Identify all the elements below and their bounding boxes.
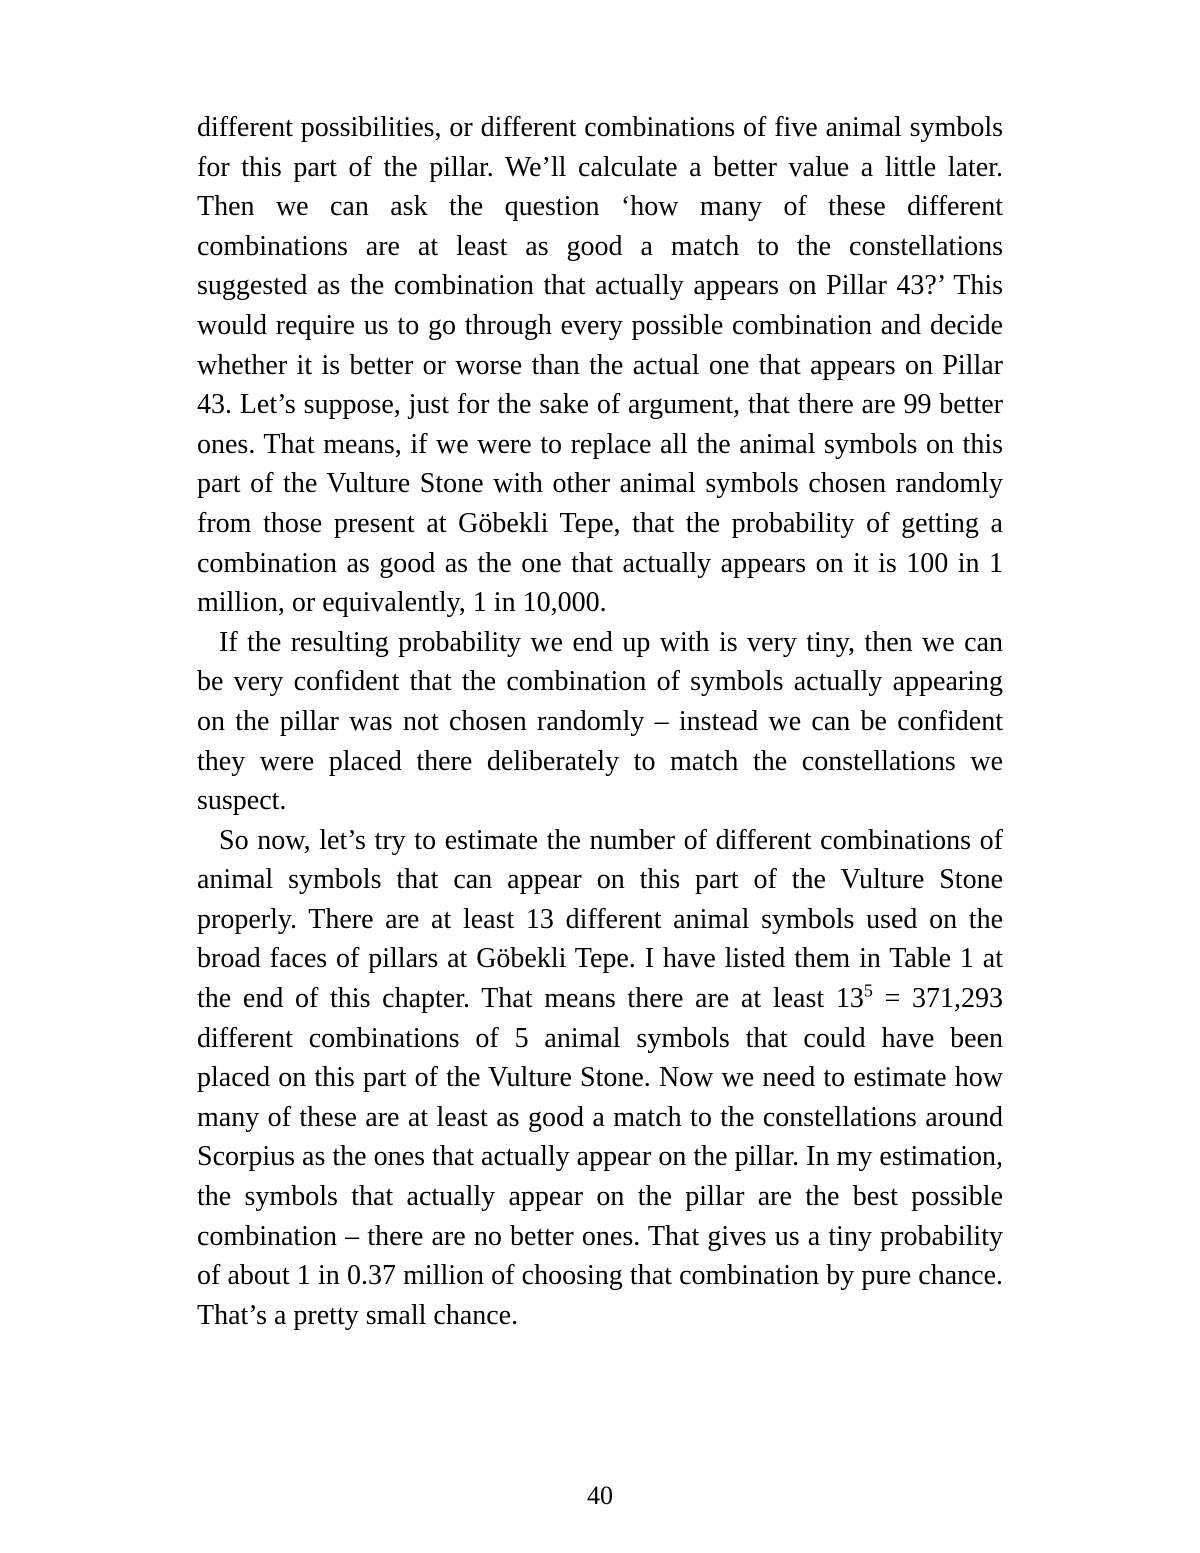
- paragraph-estimate-text-after: = 371,293 different combinations of 5 animal symbols that could have been placed on this part of the Vulture Stone. Now we need to estimate how many of these are at least as good a match to the constellations around Scorpius as the ones that actually appear on the pillar. In my estimation, the symbols that actually appear on the pillar are the best possible combination – there are no better ones. That gives us a tiny probability of about 1 in 0.37 million of choosing that combination by pure chance. That’s a pretty small chance.: [197, 983, 1003, 1331]
- paragraph-estimate-text-before: So now, let’s try to estimate the number of different combinations of animal symbols that can appear on this part of the Vulture Stone properly. There are at least 13 different animal symbols used on the broad faces of pillars at Göbekli Tepe. I have listed them in Table 1 at the end of this chapter. That means there are at least 13: [197, 824, 1003, 1015]
- exponent: 5: [863, 980, 873, 1001]
- paragraph-probability: If the resulting probability we end up with is very tiny, then we can be very confident that the combination of symbols actually appearing on the pillar was not chosen randomly – instead we can be confident they were placed there deliberately to match the constellations we suspect.: [197, 626, 1003, 817]
- body-text: [197, 108, 1003, 1335]
- paragraph-estimate: [197, 821, 1003, 1336]
- page-number: 40: [587, 1481, 613, 1510]
- paragraph-continuation: different possibilities, or different combinations of five animal symbols for this part of the pillar. We’ll calculate a better value a little later. Then we can ask the question ‘how many of these different combinations are at least as good a match to the constellations suggested as the combination that actually appears on Pillar 43?’ This would require us to go through every possible combination and decide whether it is better or worse than the actual one that appears on Pillar 43. Let’s suppose, just for the sake of argument, that there are 99 better ones. That means, if we were to replace all the animal symbols on this part of the Vulture Stone with other animal symbols chosen randomly from those present at Göbekli Tepe, that the probability of getting a combination as good as the one that actually appears on it is 100 in 1 million, or equivalently, 1 in 10,000.: [197, 112, 1003, 619]
